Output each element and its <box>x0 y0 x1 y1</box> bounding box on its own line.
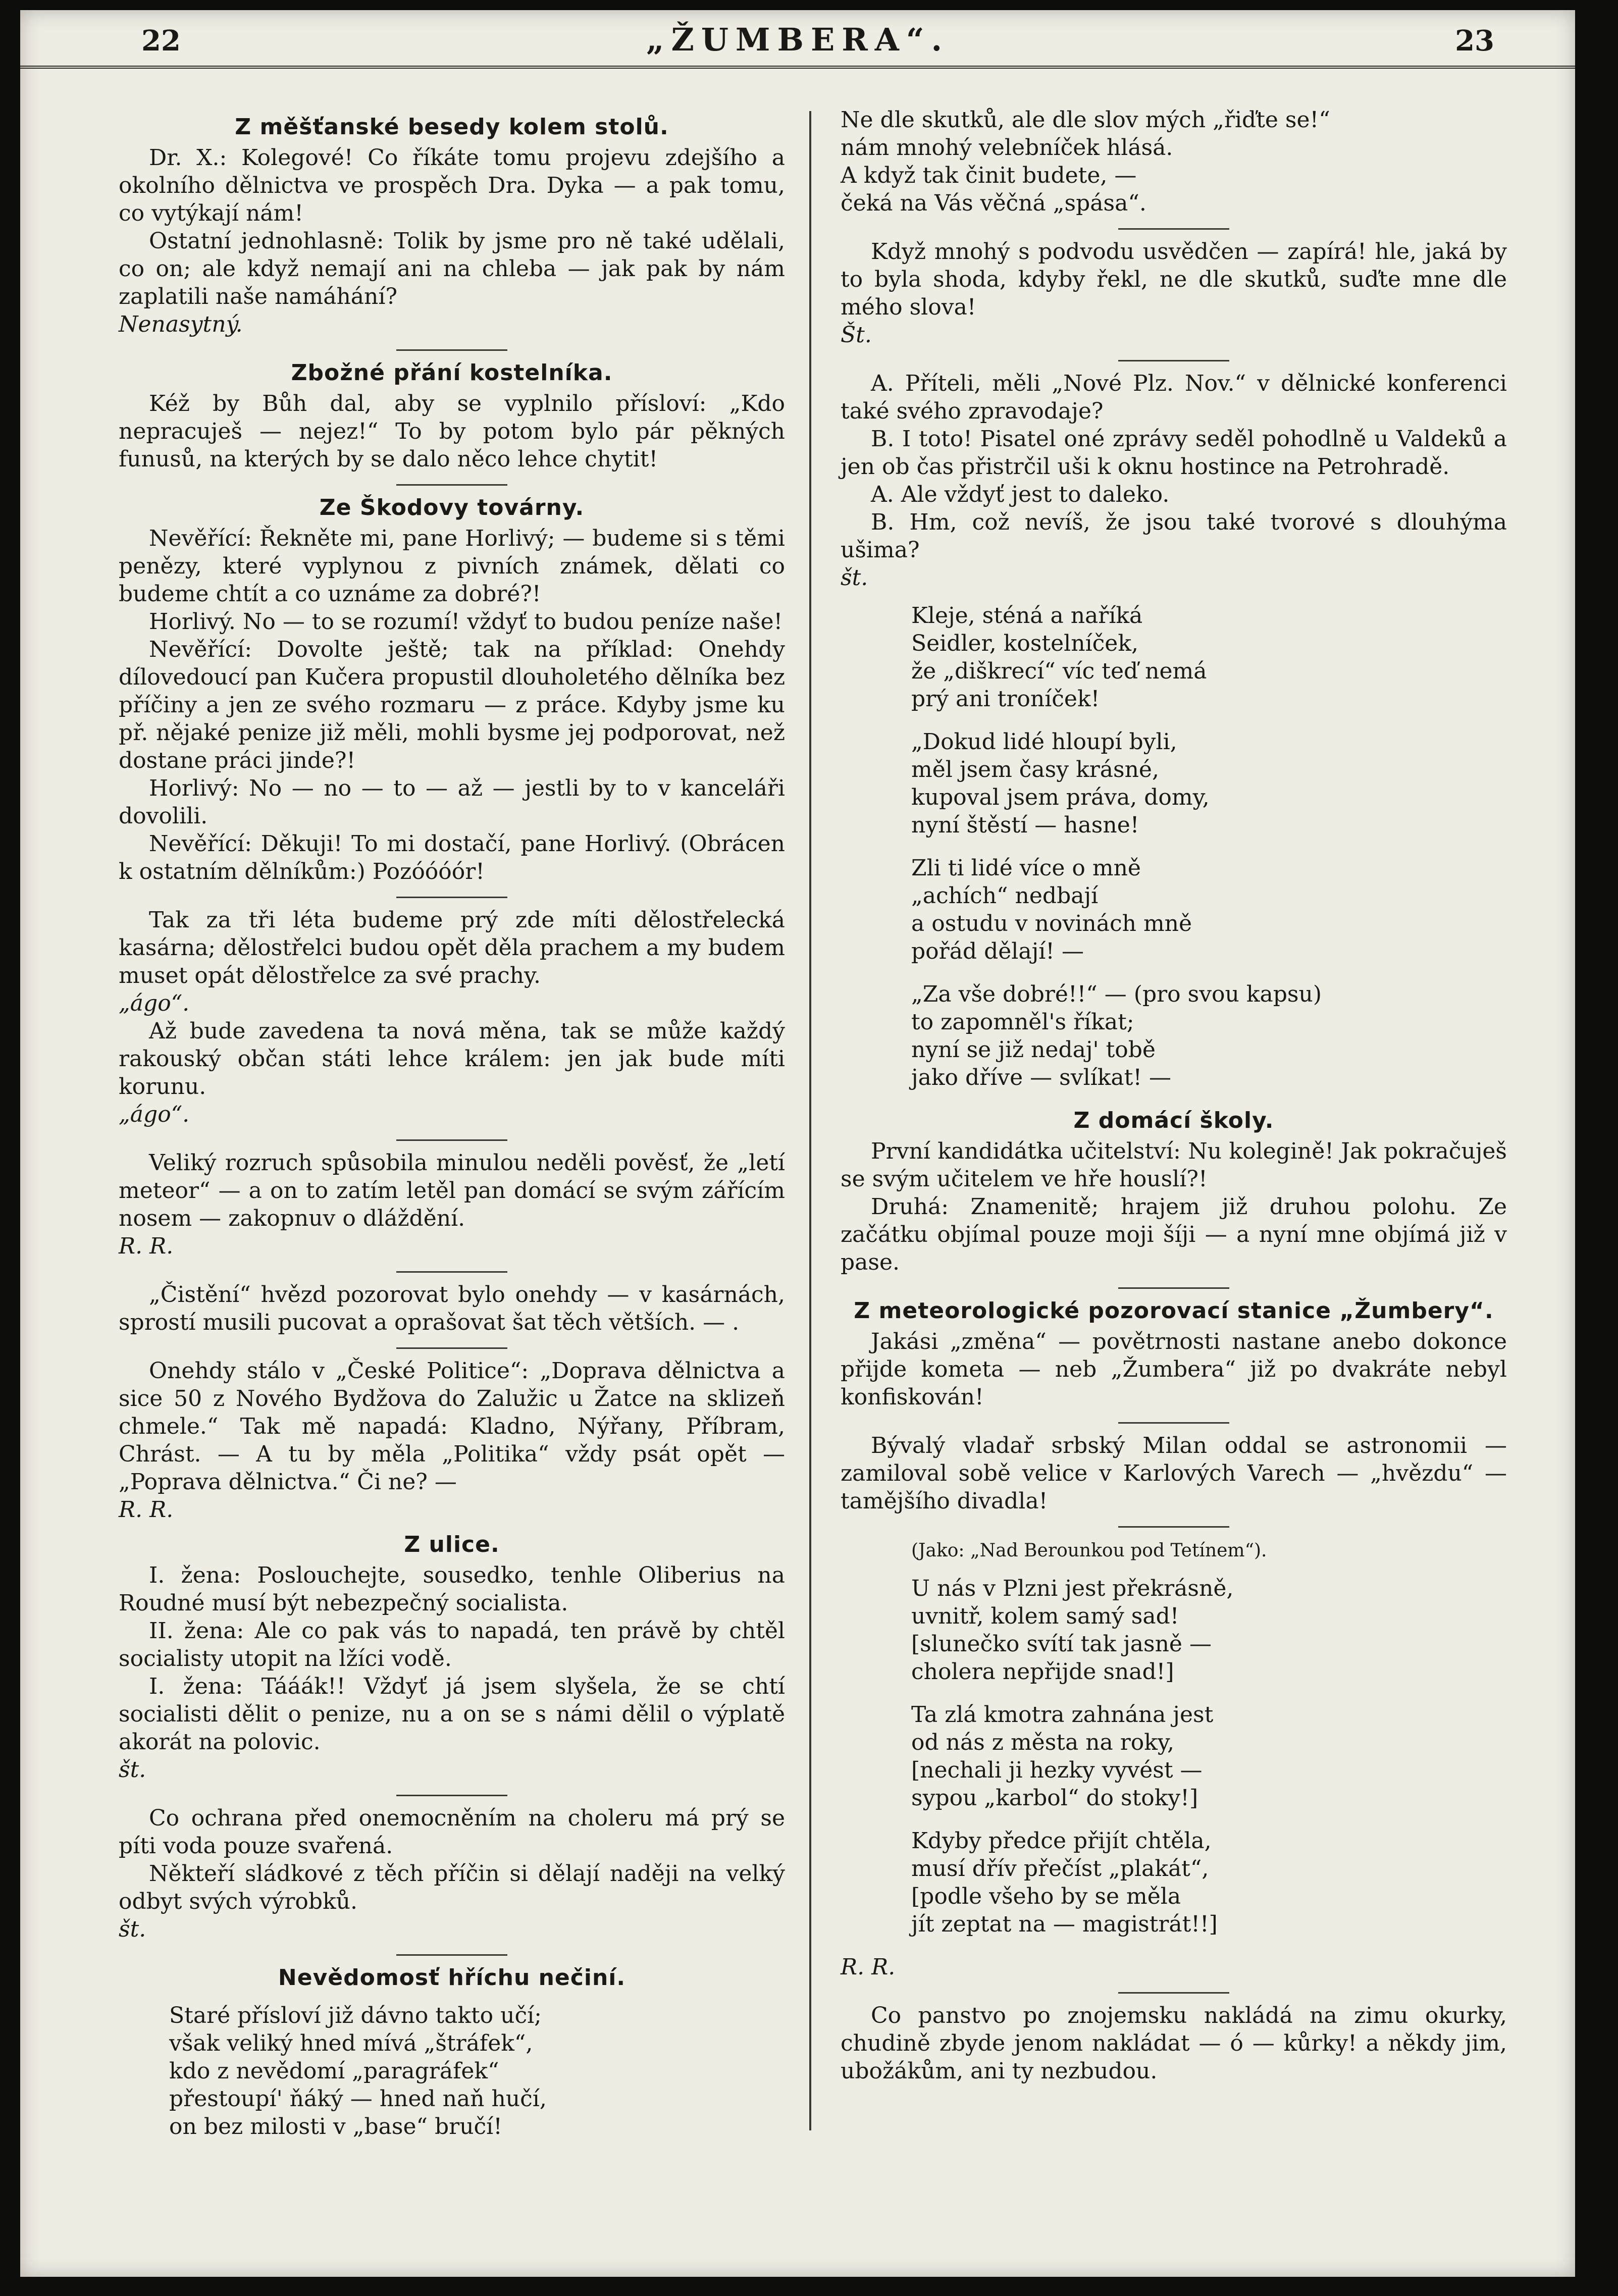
article-paragraph: Veliký rozruch spůsobila minulou neděli pověsť, že „letí meteor“ — a on to zatím letěl pan domácí se svým zářícím nosem — zakopnuv o dláždění. <box>119 1150 785 1231</box>
article-paragraph: A. Ale vždyť jest to daleko. <box>871 482 1170 507</box>
article-paragraph: B. Hm, což nevíš, že jsou také tvorové s dlouhýma ušima? <box>841 509 1507 563</box>
poem-line: pořád dělají! — <box>911 938 1084 964</box>
article-signature: R. R. <box>119 1497 174 1523</box>
article-paragraph: Nevěřící: Dovolte ještě; tak na příklad: Onehdy dílovedoucí pan Kučera propustil dlouholetého dělníka bez příčiny a jen ze svého rozmaru — z práce. Kdyby jsme ku př. nějaké penize již měli, mohli bysme jej podporovat, než dostane práci jinde?! <box>119 637 785 773</box>
article-paragraph: B. I toto! Pisatel oné zprávy seděl pohodlně u Valdeků a jen ob čas přistrčil uši k oknu hostince na Petrohradě. <box>841 426 1507 480</box>
article-paragraph: II. žena: Ale co pak vás to napadá, ten právě by chtěl socialisty utopit na lžíci vodě. <box>119 1618 785 1672</box>
article-paragraph: Tak za tři léta budeme prý zde míti dělostřelecká kasárna; dělostřelci budou opět děla prachem a my budem muset opát dělostřelce za své prachy. <box>119 907 785 988</box>
verse-line: A když tak činit budete, — <box>841 163 1137 188</box>
poem-line: od nás z města na roky, <box>911 1730 1174 1755</box>
article-paragraph: Někteří sládkové z těch příčin si dělají naději na velký odbyt svých výrobků. <box>119 1861 785 1914</box>
article-paragraph: I. žena: Tááák!! Vždyť já jsem slyšela, že se chtí socialisti dělit o penize, nu a on se s námi dělil o výplatě akorát na polovic. <box>119 1674 785 1755</box>
article-title: Z měšťanské besedy kolem stolů. <box>235 114 669 140</box>
article-paragraph: Bývalý vladař srbský Milan oddal se astronomii — zamiloval sobě velice v Karlových Varech — „hvězdu“ — tamějšího divadla! <box>841 1433 1507 1514</box>
article-signature: Št. <box>841 322 872 348</box>
poem-line: měl jsem časy krásné, <box>911 757 1159 782</box>
verse-block <box>841 106 1507 217</box>
verse-line: čeká na Vás věčná „spása“. <box>841 190 1146 216</box>
poem-stanza <box>911 1701 1507 1812</box>
poem-line: prý ani troníček! <box>911 686 1100 712</box>
separator <box>396 484 507 486</box>
poem-stanza <box>911 728 1507 839</box>
separator <box>1118 360 1229 361</box>
poem-line: sypou „karbol“ do stoky!] <box>911 1785 1198 1811</box>
article-title: Z meteorologické pozorovací stanice „Žumbery“. <box>854 1298 1494 1324</box>
separator <box>396 1954 507 1956</box>
poem-line: musí dřív přečíst „plakát“, <box>911 1856 1209 1882</box>
poem-line: jít zeptat na — magistrát!!] <box>911 1911 1218 1937</box>
article-paragraph: Horlivý: No — no — to — až — jestli by to v kanceláři dovolili. <box>119 775 785 829</box>
article-title: Z domácí školy. <box>1073 1108 1274 1133</box>
poem-line: kupoval jsem práva, domy, <box>911 785 1210 810</box>
poem-line: uvnitř, kolem samý sad! <box>911 1603 1179 1629</box>
article-paragraph: Co ochrana před onemocněním na choleru má prý se píti voda pouze svařená. <box>119 1805 785 1859</box>
poem-line: [nechali ji hezky vyvést — <box>911 1757 1203 1783</box>
article-paragraph: „Čistění“ hvězd pozorovat bylo onehdy — v kasárnách, sprostí musili pucovat a oprašovat šat těch větších. — . <box>119 1282 785 1335</box>
poem-line: nyní se již nedaj' tobě <box>911 1037 1156 1063</box>
article-signature: št. <box>119 1916 146 1942</box>
page-number-right: 23 <box>1455 24 1494 58</box>
poem <box>911 602 1507 1091</box>
article-title: Ze Škodovy továrny. <box>319 495 585 520</box>
separator <box>1118 228 1229 230</box>
article-paragraph: I. žena: Posloucheјte, sousedko, tenhle Oliberius na Roudné musí být nebezpečný socialista. <box>119 1562 785 1616</box>
article-signature: R. R. <box>841 1954 896 1980</box>
song-note: (Jako: „Nad Berounkou pod Tetínem“). <box>911 1540 1267 1561</box>
article-paragraph: Co panstvo po znojemsku nakládá na zimu okurky, chudině zbyde jenom nakládat — ó — kůrky! a někdy jim, ubožákům, ani ty nezbudou. <box>841 2003 1507 2084</box>
article-paragraph: Kéž by Bůh dal, aby se vyplnilo přísloví: „Kdo nepracuješ — nejez!“ To by potom bylo pár pěkných funusů, na kterých by se dalo něco lehce chytit! <box>119 391 785 472</box>
article-paragraph: Druhá: Znamenitě; hrajem již druhou polohu. Ze začátku objímal pouze moji šíji — a nyní mne objímá již v pase. <box>841 1194 1507 1275</box>
poem-line: on bez milosti v „base“ bručí! <box>169 2114 502 2140</box>
poem-line: Seidler, kostelníček, <box>911 631 1138 656</box>
article-paragraph: Až bude zavedena ta nová měna, tak se může každý rakouský občan státi lehce králem: jen jak bude míti korunu. <box>119 1018 785 1100</box>
article-signature: R. R. <box>119 1233 174 1259</box>
poem-line: nyní štěstí — hasne! <box>911 812 1139 838</box>
poem-stanza <box>169 2002 785 2141</box>
article-paragraph: První kandidátka učitelství: Nu kolegině! Jak pokračuješ se svým učitelem ve hře houslí?! <box>841 1138 1507 1192</box>
separator <box>396 897 507 898</box>
poem-stanza <box>911 1575 1507 1686</box>
poem-line: kdo z nevědomí „paragráfek“ <box>169 2058 499 2084</box>
separator <box>1118 1992 1229 1994</box>
poem-line: že „diškrecí“ víc teď nemá <box>911 658 1207 684</box>
column-divider <box>809 111 811 2130</box>
left-column <box>119 106 785 2156</box>
page-number-left: 22 <box>141 24 181 58</box>
article-paragraph: Nevěřící: Řekněte mi, pane Horlivý; — budeme si s těmi penězy, které vyplynou z pivních známek, dělati co budeme chtít a co uznáme za dobré?! <box>119 526 785 607</box>
poem-line: Zli ti lidé více o mně <box>911 855 1141 881</box>
poem-line: cholera nepřijde snad!] <box>911 1659 1174 1685</box>
article-title: Z ulice. <box>404 1532 500 1557</box>
poem-line: však veliký hned mívá „štráfek“, <box>169 2030 533 2056</box>
article-paragraph: Dr. X.: Kolegové! Co říkáte tomu projevu zdejšího a okolního dělnictva ve prospěch Dra. Dyka — a pak tomu, co vytýkají nám! <box>119 145 785 226</box>
article-signature: Nenasytný. <box>119 311 243 337</box>
poem-line: [podle všeho by se měla <box>911 1884 1181 1909</box>
article-title: Zbožné přání kostelníka. <box>291 360 613 386</box>
poem-stanza <box>911 980 1507 1091</box>
poem-line: jako dříve — svlíkat! — <box>911 1065 1171 1090</box>
separator <box>396 1795 507 1796</box>
separator <box>1118 1526 1229 1528</box>
article-paragraph: Když mnohý s podvodu usvědčen — zapírá! hle, jaká by to byla shoda, kdyby řekl, ne dle skutků, suďte mne dle mého slova! <box>841 239 1507 320</box>
poem-line: U nás v Plzni jest překrásně, <box>911 1576 1234 1601</box>
poem-line: „Dokud lidé hloupí byli, <box>911 729 1177 755</box>
verse-line: nám mnohý velebníček hlásá. <box>841 135 1173 161</box>
article-signature: št. <box>119 1757 146 1783</box>
newspaper-page <box>20 10 1575 2277</box>
masthead: „ŽUMBERA“. <box>646 21 950 58</box>
poem-line: přestoupí' ňáký — hned naň hučí, <box>169 2086 547 2112</box>
article-signature: št. <box>841 565 868 591</box>
poem <box>169 2002 785 2141</box>
poem-line: a ostudu v novinách mně <box>911 911 1192 936</box>
article-signature: „ágo“. <box>119 990 190 1016</box>
article-paragraph: A. Příteli, měli „Nové Plz. Nov.“ v dělnické konferenci také svého zpravodaje? <box>841 371 1507 424</box>
separator <box>396 349 507 351</box>
article-paragraph: Jakási „změna“ — povětrnosti nastane anebo dokonce přijde kometa — neb „Žumbera“ již po dvakráte nebyl konfiskován! <box>841 1329 1507 1410</box>
poem-line: Ta zlá kmotra zahnána jest <box>911 1702 1214 1728</box>
poem-line: „achích“ nedbají <box>911 883 1099 909</box>
article-paragraph: Onehdy stálo v „České Politice“: „Doprava dělnictva a sice 50 z Nového Bydžova do Zalužic u Žatce na sklizeň chmele.“ Tak mě napadá: Kladno, Nýřany, Příbram, Chrást. — A tu by měla „Politika“ vždy psát opět — „Poprava dělnictva.“ Či ne? — <box>119 1358 785 1495</box>
article-paragraph: Horlivý. No — to se rozumí! vždyť to budou peníze naše! <box>149 609 783 635</box>
poem-line: to zapomněl's říkat; <box>911 1009 1134 1035</box>
separator <box>396 1139 507 1141</box>
poem-line: „Za vše dobré!!“ — (pro svou kapsu) <box>911 981 1322 1007</box>
poem-stanza <box>911 602 1507 713</box>
separator <box>396 1271 507 1273</box>
poem-line: Staré přísloví již dávno takto učí; <box>169 2003 542 2028</box>
article-signature: „ágo“. <box>119 1102 190 1127</box>
poem <box>911 1575 1507 1938</box>
article-paragraph: Ostatní jednohlasně: Tolik by jsme pro ně také udělali, co on; ale když nemají ani na chleba — jak pak by nám zaplatili naše namáhání? <box>119 228 785 309</box>
poem-line: Kdyby předce přijít chtěla, <box>911 1828 1212 1854</box>
verse-line: Ne dle skutků, ale dle slov mých „řiďte se!“ <box>841 107 1330 133</box>
poem-line: Kleje, sténá a naříká <box>911 603 1143 629</box>
poem-stanza <box>911 854 1507 965</box>
article-title: Nevědomosť hříchu nečiní. <box>278 1965 626 1991</box>
poem-stanza <box>911 1827 1507 1938</box>
page-header <box>20 10 1575 69</box>
poem-line: [slunečko svítí tak jasně — <box>911 1631 1212 1657</box>
separator <box>1118 1287 1229 1289</box>
article-paragraph: Nevěřící: Děkuji! To mi dostačí, pane Horlivý. (Obrácen k ostatním dělníkům:) Pozóóóór! <box>119 831 785 884</box>
right-column <box>841 106 1507 2085</box>
separator <box>396 1347 507 1349</box>
separator <box>1118 1422 1229 1424</box>
